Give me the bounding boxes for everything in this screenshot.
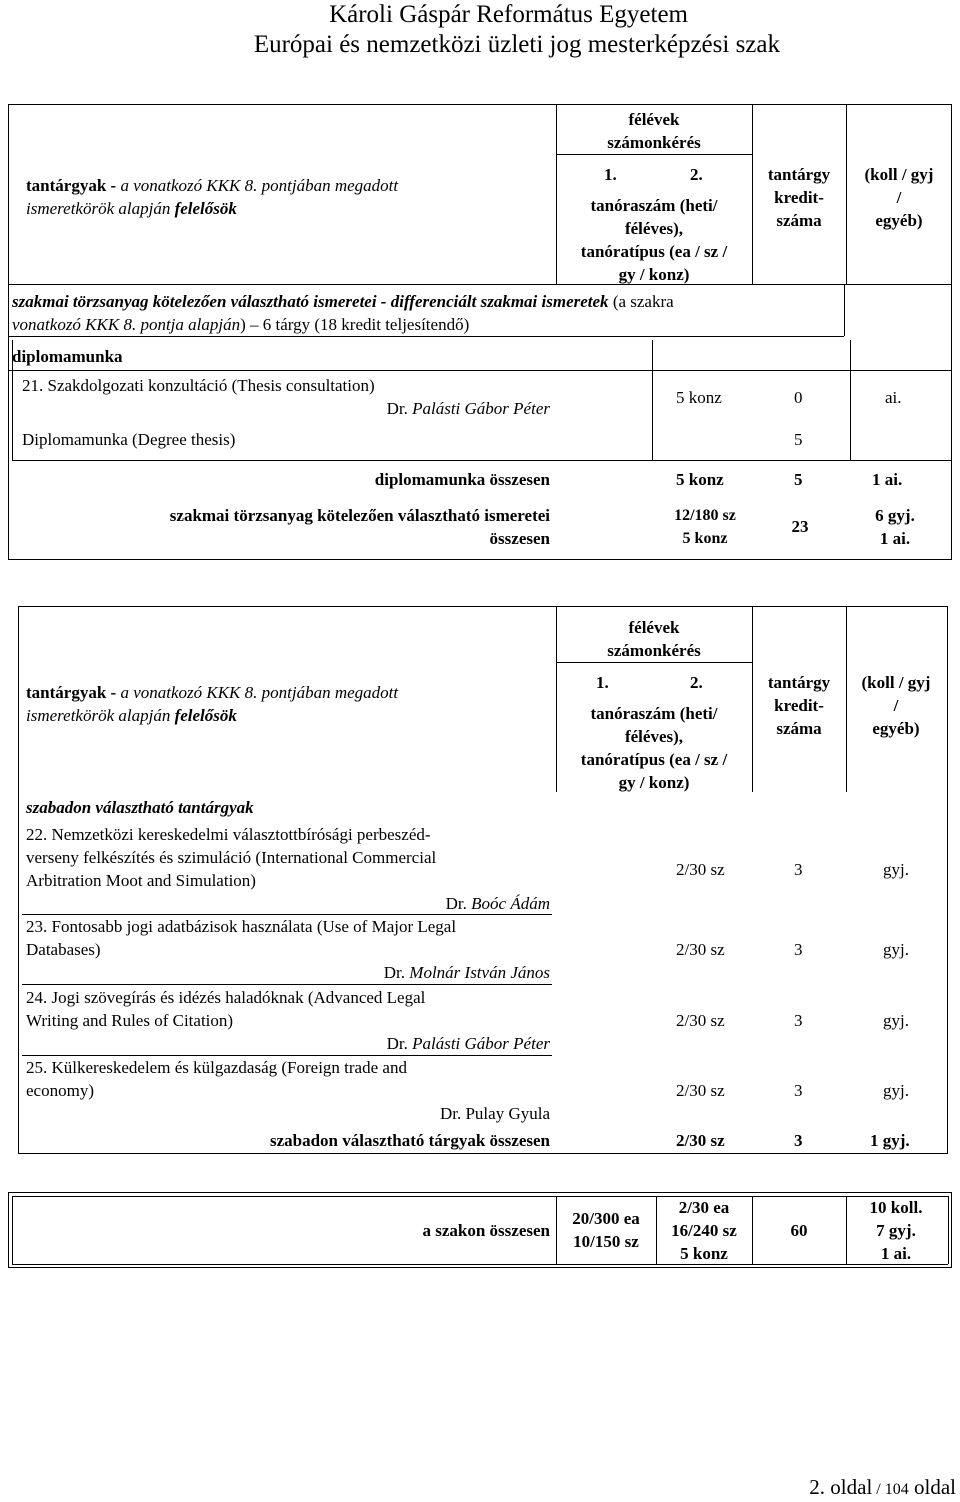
row-24-exam: gyj.	[883, 1011, 909, 1030]
row-23-line-1: 23. Fontosabb jogi adatbázisok használata (Use of Major Legal	[26, 917, 457, 936]
row-24-line-2: Writing and Rules of Citation)	[26, 1011, 234, 1030]
university-title: Károli Gáspár Református Egyetem	[329, 1, 688, 28]
credit-header-2: kredit-	[774, 188, 824, 207]
program-title: Európai és nemzetközi üzleti jog mesterképzési szak	[253, 31, 780, 58]
row-22-credit: 3	[794, 860, 803, 879]
subjects-header-2: ismeretkörök alapján felelősök	[26, 706, 237, 725]
semester-2-label: 2.	[690, 673, 703, 692]
row-25-exam: gyj.	[883, 1081, 909, 1100]
row-25-hours: 2/30 sz	[676, 1081, 725, 1100]
section-total-label-1: szakmai törzsanyag kötelezően választható ismeretei	[169, 506, 550, 525]
section-title: szabadon választható tantárgyak	[26, 798, 254, 817]
grand-total-sem2-3: 5 konz	[680, 1244, 728, 1263]
row-21-credit: 0	[794, 388, 803, 407]
exam-type-header-3: egyéb)	[875, 211, 923, 230]
semester-1-label: 1.	[604, 165, 617, 184]
group-total-exam: 1 ai.	[872, 470, 903, 489]
group-title: diplomamunka	[12, 347, 123, 366]
credit-header-2: kredit-	[774, 696, 824, 715]
grand-total-exam-3: 1 ai.	[880, 1244, 912, 1263]
credit-header-1: tantárgy	[767, 673, 831, 692]
section-total-exam-2: 1 ai.	[879, 529, 911, 548]
hours-header-2: féléves),	[624, 727, 684, 746]
row-21-hours: 5 konz	[676, 388, 722, 407]
thesis-title: Diplomamunka (Degree thesis)	[22, 430, 236, 449]
grand-total-exam-2: 7 gyj.	[876, 1221, 916, 1240]
row-22-teacher: Dr. Boóc Ádám	[445, 894, 550, 913]
hours-header-4: gy / konz)	[618, 265, 690, 284]
row-24-hours: 2/30 sz	[676, 1011, 725, 1030]
grand-total-label: a szakon összesen	[422, 1221, 550, 1240]
free-total-label: szabadon választható tárgyak összesen	[269, 1131, 550, 1150]
hours-header-3: tanóratípus (ea / sz /	[580, 750, 728, 769]
row-23-hours: 2/30 sz	[676, 940, 725, 959]
hours-header-1: tanóraszám (heti/	[590, 196, 718, 215]
row-23-exam: gyj.	[883, 940, 909, 959]
free-total-hours: 2/30 sz	[676, 1131, 725, 1150]
hours-header-4: gy / konz)	[618, 773, 690, 792]
row-21-exam: ai.	[885, 388, 902, 407]
row-23-teacher: Dr. Molnár István János	[383, 963, 550, 982]
row-22-line-1: 22. Nemzetközi kereskedelmi választottbírósági perbeszéd-	[26, 825, 431, 844]
section-total-exam-1: 6 gyj.	[875, 506, 915, 525]
row-25-teacher: Dr. Pulay Gyula	[439, 1104, 550, 1123]
row-21-title: 21. Szakdolgozati konzultáció (Thesis consultation)	[22, 376, 375, 395]
credit-header-3: száma	[776, 211, 822, 230]
group-total-credit: 5	[794, 470, 803, 489]
row-24-line-1: 24. Jogi szövegírás és idézés haladóknak (Advanced Legal	[26, 988, 426, 1007]
grand-total-sem2-2: 16/240 sz	[671, 1221, 737, 1240]
semester-2-label: 2.	[690, 165, 703, 184]
section-total-credit: 23	[791, 517, 809, 536]
grand-total-sem2-1: 2/30 ea	[678, 1198, 730, 1217]
section-title: szakmai törzsanyag kötelezően választható ismeretei - differenciált szakmai ismeretek (a szakra	[12, 292, 674, 311]
exam-header: számonkérés	[607, 133, 701, 152]
exam-header: számonkérés	[607, 641, 701, 660]
free-total-credit: 3	[794, 1131, 803, 1150]
row-21-teacher: Dr. Palásti Gábor Péter	[386, 399, 550, 418]
row-25-credit: 3	[794, 1081, 803, 1100]
semesters-header: félévek	[628, 618, 680, 637]
exam-type-header-3: egyéb)	[872, 719, 920, 738]
group-total-label: diplomamunka összesen	[374, 470, 550, 489]
semester-1-label: 1.	[596, 673, 609, 692]
exam-type-header-1: (koll / gyj	[861, 673, 931, 692]
credit-header-1: tantárgy	[767, 165, 831, 184]
semesters-header: félévek	[628, 110, 680, 129]
page-number: 2. oldal / 104 oldal	[809, 1475, 956, 1499]
grand-total-sem1-1: 20/300 ea	[572, 1209, 640, 1228]
row-23-credit: 3	[794, 940, 803, 959]
row-25-line-1: 25. Külkereskedelem és külgazdaság (Foreign trade and	[26, 1058, 407, 1077]
hours-header-1: tanóraszám (heti/	[590, 704, 718, 723]
grand-total-sem1-2: 10/150 sz	[573, 1232, 639, 1251]
section-total-label-2: összesen	[489, 529, 550, 548]
row-23-line-2: Databases)	[26, 940, 101, 959]
group-total-hours: 5 konz	[676, 470, 724, 489]
subjects-header-2: ismeretkörök alapján felelősök	[26, 199, 237, 218]
row-24-teacher: Dr. Palásti Gábor Péter	[386, 1034, 550, 1053]
section-total-hours-1: 12/180 sz	[674, 507, 736, 524]
row-22-line-3: Arbitration Moot and Simulation)	[26, 871, 256, 890]
thesis-credit: 5	[794, 430, 803, 449]
section-title-line-2: vonatkozó KKK 8. pontja alapján) – 6 tárgy (18 kredit teljesítendő)	[12, 315, 470, 334]
free-total-exam: 1 gyj.	[870, 1131, 910, 1150]
row-22-hours: 2/30 sz	[676, 860, 725, 879]
exam-type-header-2: /	[893, 696, 899, 715]
exam-type-header-2: /	[896, 188, 902, 207]
row-25-line-2: economy)	[26, 1081, 94, 1100]
row-24-credit: 3	[794, 1011, 803, 1030]
credit-header-3: száma	[776, 719, 822, 738]
hours-header-3: tanóratípus (ea / sz /	[580, 242, 728, 261]
exam-type-header-1: (koll / gyj	[864, 165, 934, 184]
subjects-header: tantárgyak - a vonatkozó KKK 8. pontjában megadott	[26, 176, 399, 195]
subjects-header: tantárgyak - a vonatkozó KKK 8. pontjában megadott	[26, 683, 399, 702]
row-22-line-2: verseny felkészítés és szimuláció (International Commercial	[26, 848, 437, 867]
hours-header-2: féléves),	[624, 219, 684, 238]
row-22-exam: gyj.	[883, 860, 909, 879]
grand-total-credit: 60	[790, 1221, 808, 1240]
grand-total-exam-1: 10 koll.	[869, 1198, 923, 1217]
section-total-hours-2: 5 konz	[682, 530, 728, 547]
